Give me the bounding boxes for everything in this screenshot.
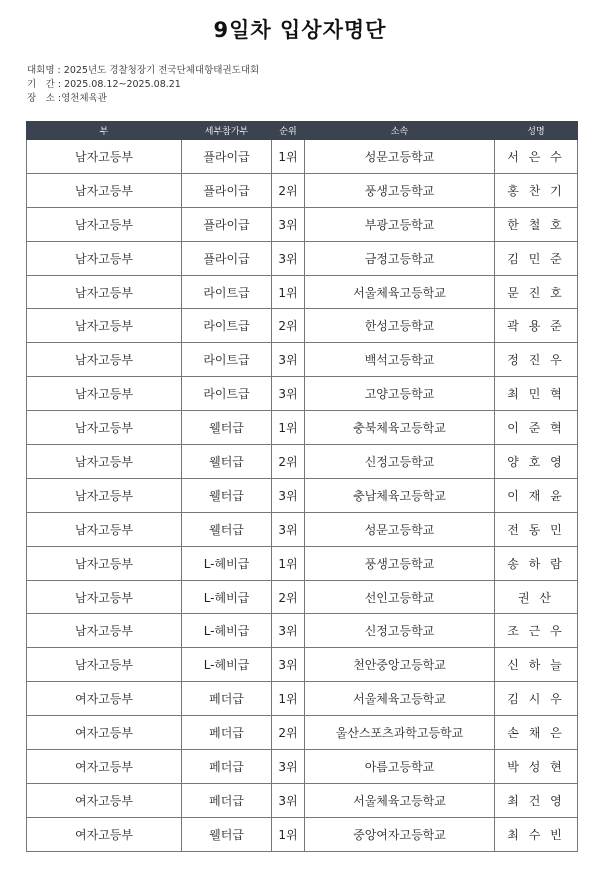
cell-rank: 2위 bbox=[272, 580, 305, 614]
cell-name: 손 채 은 bbox=[495, 716, 578, 750]
cell-name: 최 민 혁 bbox=[495, 377, 578, 411]
cell-name: 최 수 빈 bbox=[495, 817, 578, 851]
cell-name: 이 재 윤 bbox=[495, 478, 578, 512]
cell-division: 남자고등부 bbox=[27, 207, 182, 241]
table-row bbox=[27, 682, 578, 716]
cell-name: 곽 용 준 bbox=[495, 309, 578, 343]
cell-name: 김 시 우 bbox=[495, 682, 578, 716]
cell-name: 권 산 bbox=[495, 580, 578, 614]
table-row bbox=[27, 140, 578, 174]
cell-rank: 3위 bbox=[272, 648, 305, 682]
cell-name: 조 근 우 bbox=[495, 614, 578, 648]
cell-affiliation: 성문고등학교 bbox=[305, 512, 495, 546]
cell-rank: 3위 bbox=[272, 207, 305, 241]
cell-weight-class: L-헤비급 bbox=[182, 614, 272, 648]
cell-weight-class: L-헤비급 bbox=[182, 546, 272, 580]
cell-rank: 3위 bbox=[272, 750, 305, 784]
table-row bbox=[27, 750, 578, 784]
table-row bbox=[27, 512, 578, 546]
event-info bbox=[27, 64, 259, 106]
cell-affiliation: 서울체육고등학교 bbox=[305, 682, 495, 716]
cell-division: 남자고등부 bbox=[27, 512, 182, 546]
cell-rank: 1위 bbox=[272, 546, 305, 580]
cell-affiliation: 충남체육고등학교 bbox=[305, 478, 495, 512]
cell-affiliation: 서울체육고등학교 bbox=[305, 275, 495, 309]
cell-weight-class: 플라이급 bbox=[182, 207, 272, 241]
cell-affiliation: 백석고등학교 bbox=[305, 343, 495, 377]
cell-affiliation: 충북체육고등학교 bbox=[305, 411, 495, 445]
table-row bbox=[27, 275, 578, 309]
cell-affiliation: 아름고등학교 bbox=[305, 750, 495, 784]
cell-name: 양 호 영 bbox=[495, 445, 578, 479]
cell-weight-class: 라이트급 bbox=[182, 275, 272, 309]
table-row bbox=[27, 241, 578, 275]
table-row bbox=[27, 173, 578, 207]
table-row bbox=[27, 580, 578, 614]
table-row bbox=[27, 648, 578, 682]
cell-weight-class: 플라이급 bbox=[182, 140, 272, 174]
cell-affiliation: 울산스포츠과학고등학교 bbox=[305, 716, 495, 750]
cell-weight-class: 웰터급 bbox=[182, 512, 272, 546]
cell-division: 여자고등부 bbox=[27, 783, 182, 817]
cell-weight-class: 페더급 bbox=[182, 682, 272, 716]
cell-division: 남자고등부 bbox=[27, 241, 182, 275]
header-affiliation: 소속 bbox=[305, 122, 495, 140]
winners-table bbox=[26, 121, 578, 852]
table-body bbox=[27, 140, 578, 852]
cell-division: 여자고등부 bbox=[27, 750, 182, 784]
cell-weight-class: 웰터급 bbox=[182, 445, 272, 479]
cell-name: 김 민 준 bbox=[495, 241, 578, 275]
cell-division: 남자고등부 bbox=[27, 173, 182, 207]
cell-division: 남자고등부 bbox=[27, 648, 182, 682]
cell-affiliation: 성문고등학교 bbox=[305, 140, 495, 174]
cell-division: 여자고등부 bbox=[27, 716, 182, 750]
table-row bbox=[27, 716, 578, 750]
cell-rank: 3위 bbox=[272, 478, 305, 512]
header-rank: 순위 bbox=[272, 122, 305, 140]
cell-division: 남자고등부 bbox=[27, 445, 182, 479]
cell-division: 남자고등부 bbox=[27, 614, 182, 648]
cell-weight-class: 페더급 bbox=[182, 750, 272, 784]
cell-rank: 1위 bbox=[272, 411, 305, 445]
table-row bbox=[27, 343, 578, 377]
cell-name: 전 동 민 bbox=[495, 512, 578, 546]
cell-weight-class: L-헤비급 bbox=[182, 580, 272, 614]
cell-rank: 3위 bbox=[272, 512, 305, 546]
cell-weight-class: 웰터급 bbox=[182, 411, 272, 445]
cell-weight-class: 라이트급 bbox=[182, 343, 272, 377]
cell-division: 남자고등부 bbox=[27, 580, 182, 614]
event-name: 대회명 : 2025년도 경찰청장기 전국단체대항태권도대회 bbox=[27, 65, 260, 76]
table-row bbox=[27, 614, 578, 648]
cell-affiliation: 고양고등학교 bbox=[305, 377, 495, 411]
cell-affiliation: 서울체육고등학교 bbox=[305, 783, 495, 817]
cell-division: 남자고등부 bbox=[27, 309, 182, 343]
cell-rank: 3위 bbox=[272, 783, 305, 817]
table-row bbox=[27, 783, 578, 817]
cell-rank: 2위 bbox=[272, 309, 305, 343]
cell-weight-class: 라이트급 bbox=[182, 309, 272, 343]
cell-division: 남자고등부 bbox=[27, 478, 182, 512]
cell-division: 남자고등부 bbox=[27, 343, 182, 377]
cell-rank: 1위 bbox=[272, 140, 305, 174]
table-row bbox=[27, 377, 578, 411]
cell-weight-class: 플라이급 bbox=[182, 173, 272, 207]
cell-weight-class: 웰터급 bbox=[182, 478, 272, 512]
cell-affiliation: 중앙여자고등학교 bbox=[305, 817, 495, 851]
cell-weight-class: 페더급 bbox=[182, 783, 272, 817]
table-row bbox=[27, 207, 578, 241]
cell-name: 송 하 람 bbox=[495, 546, 578, 580]
cell-division: 남자고등부 bbox=[27, 411, 182, 445]
cell-division: 남자고등부 bbox=[27, 546, 182, 580]
cell-rank: 3위 bbox=[272, 241, 305, 275]
cell-division: 여자고등부 bbox=[27, 817, 182, 851]
cell-division: 남자고등부 bbox=[27, 275, 182, 309]
cell-affiliation: 한성고등학교 bbox=[305, 309, 495, 343]
table-row bbox=[27, 478, 578, 512]
cell-name: 신 하 늘 bbox=[495, 648, 578, 682]
cell-rank: 3위 bbox=[272, 614, 305, 648]
cell-affiliation: 신정고등학교 bbox=[305, 445, 495, 479]
table-header-row bbox=[27, 122, 578, 140]
cell-weight-class: L-헤비급 bbox=[182, 648, 272, 682]
cell-division: 여자고등부 bbox=[27, 682, 182, 716]
cell-affiliation: 선인고등학교 bbox=[305, 580, 495, 614]
table-row bbox=[27, 309, 578, 343]
event-venue: 장 소 :영천체육관 bbox=[27, 93, 107, 104]
table-row bbox=[27, 445, 578, 479]
cell-weight-class: 페더급 bbox=[182, 716, 272, 750]
cell-division: 남자고등부 bbox=[27, 140, 182, 174]
cell-name: 서 은 수 bbox=[495, 140, 578, 174]
cell-affiliation: 천안중앙고등학교 bbox=[305, 648, 495, 682]
cell-rank: 1위 bbox=[272, 682, 305, 716]
cell-rank: 2위 bbox=[272, 716, 305, 750]
cell-weight-class: 플라이급 bbox=[182, 241, 272, 275]
cell-rank: 2위 bbox=[272, 445, 305, 479]
table-row bbox=[27, 546, 578, 580]
header-name: 성명 bbox=[495, 122, 578, 140]
header-division: 부 bbox=[27, 122, 182, 140]
cell-affiliation: 신정고등학교 bbox=[305, 614, 495, 648]
cell-affiliation: 금정고등학교 bbox=[305, 241, 495, 275]
cell-name: 정 진 우 bbox=[495, 343, 578, 377]
cell-name: 최 건 영 bbox=[495, 783, 578, 817]
cell-division: 남자고등부 bbox=[27, 377, 182, 411]
cell-name: 박 성 현 bbox=[495, 750, 578, 784]
cell-rank: 1위 bbox=[272, 275, 305, 309]
cell-rank: 1위 bbox=[272, 817, 305, 851]
table-row bbox=[27, 411, 578, 445]
cell-rank: 3위 bbox=[272, 377, 305, 411]
cell-rank: 2위 bbox=[272, 173, 305, 207]
cell-name: 홍 찬 기 bbox=[495, 173, 578, 207]
cell-rank: 3위 bbox=[272, 343, 305, 377]
cell-weight-class: 라이트급 bbox=[182, 377, 272, 411]
event-period: 기 간 : 2025.08.12~2025.08.21 bbox=[27, 79, 181, 90]
cell-weight-class: 웰터급 bbox=[182, 817, 272, 851]
table-row bbox=[27, 817, 578, 851]
cell-name: 문 진 호 bbox=[495, 275, 578, 309]
cell-name: 이 준 혁 bbox=[495, 411, 578, 445]
cell-affiliation: 풍생고등학교 bbox=[305, 173, 495, 207]
cell-name: 한 철 호 bbox=[495, 207, 578, 241]
cell-affiliation: 부광고등학교 bbox=[305, 207, 495, 241]
cell-affiliation: 풍생고등학교 bbox=[305, 546, 495, 580]
page-title: 9일차 입상자명단 bbox=[213, 18, 387, 42]
header-weight-class: 세부참가부 bbox=[182, 122, 272, 140]
